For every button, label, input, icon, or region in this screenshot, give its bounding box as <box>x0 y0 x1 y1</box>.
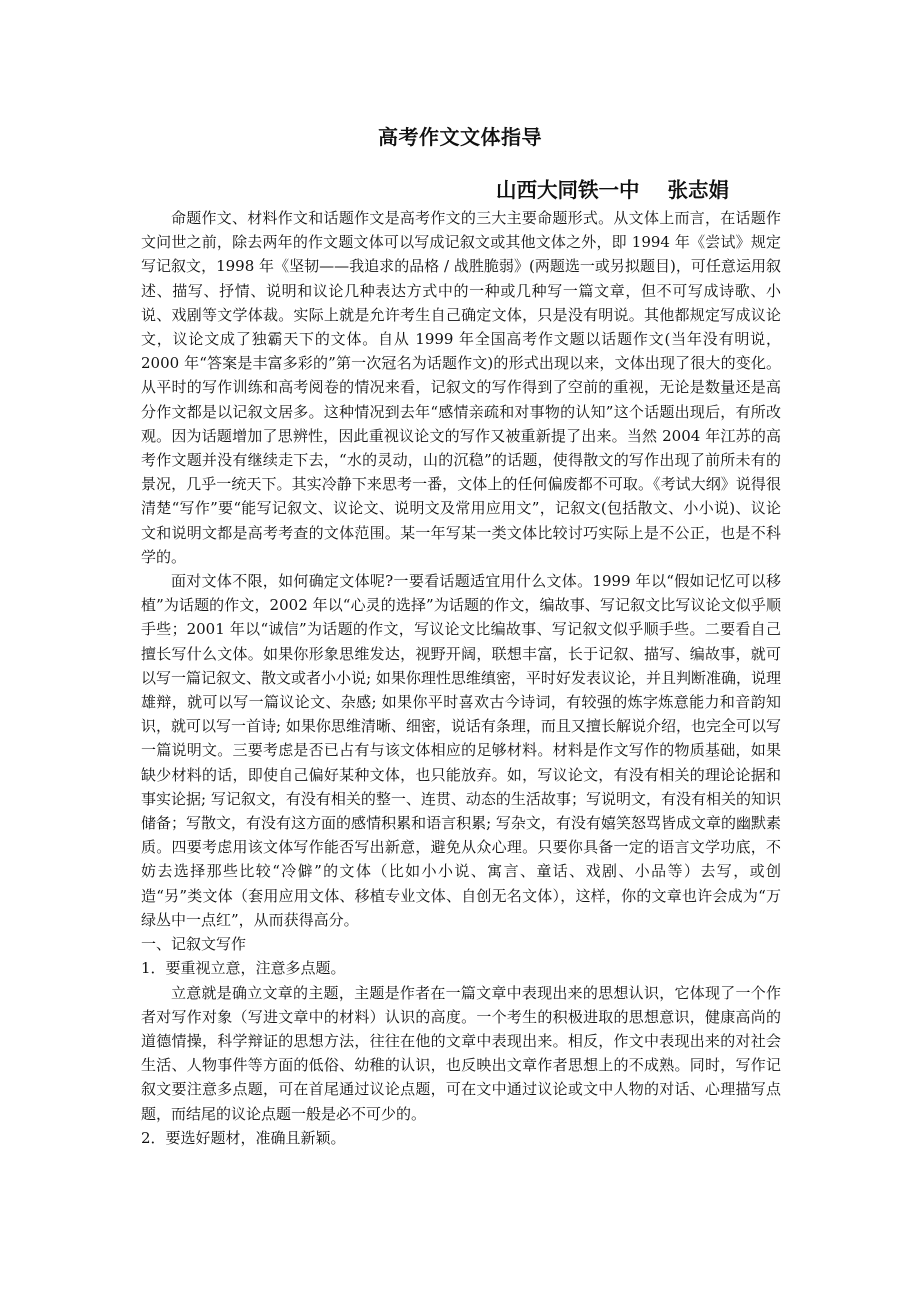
section-heading-narrative: 一、记叙文写作 <box>141 935 247 954</box>
paragraph-choosing-genre: 面对文体不限，如何确定文体呢?一要看话题适宜用什么文体。1999 年以“假如记忆可以移植”为话题的作文，2002 年以“心灵的选择”为话题的作文，编故事、写记叙文比写议论文似乎顺手些；2001 年以“诚信”为话题的作文，写议论文比编故事、写记叙文似乎顺手些。二要看自己擅长写什么文体。如果你形象思维发达，视野开阔，联想丰富，长于记叙、描写、编故事，就可以写一篇记叙文、散文或者小小说; 如果你理性思维缜密，平时好发表议论，并且判断准确，说理雄辩，就可以写一篇议论文、杂感; 如果你平时喜欢古今诗词，有较强的炼字炼意能力和音韵知识，就可以写一首诗; 如果你思维清晰、细密，说话有条理，而且又擅长解说介绍，也完全可以写一篇说明文。三要考虑是否已占有与该文体相应的足够材料。材料是作文写作的物质基础，如果缺少材料的话，即使自己偏好某种文体，也只能放弃。如，写议论文，有没有相关的理论论据和事实论据; 写记叙文，有没有相关的整一、连贯、动态的生活故事；写说明文，有没有相关的知识储备；写散文，有没有这方面的感情积累和语言积累; 写杂文，有没有嬉笑怒骂皆成文章的幽默素质。四要考虑用该文体写作能否写出新意，避免从众心理。只要你具备一定的语言文学功底，不妨去选择那些比较“冷僻”的文体（比如小小说、寓言、童话、戏剧、小品等）去写，或创造“另”类文体（套用应用文体、移植专业文体、自创无名文体），这样，你的文章也许会成为“万绿丛中一点红”，从而获得高分。 <box>141 572 781 929</box>
point-heading-1: 1．要重视立意，注意多点题。 <box>141 959 346 978</box>
point-heading-2: 2．要选好题材，准确且新颖。 <box>141 1128 346 1147</box>
author-school: 山西大同铁一中 <box>496 178 640 202</box>
author-name: 张志娟 <box>667 178 729 202</box>
document-title: 高考作文文体指导 <box>378 125 542 149</box>
paragraph-theme: 立意就是确立文章的主题，主题是作者在一篇文章中表现出来的思想认识，它体现了一个作者对写作对象（写进文章中的材料）认识的高度。一个考生的积极进取的思想意识，健康高尚的道德情操，科学辩证的思想方法，往往在他的文章中表现出来。相反，作文中表现出来的对社会生活、人物事件等方面的低俗、幼稚的认识，也反映出文章作者思想上的不成熟。同时，写作记叙文要注意多点题，可在首尾通过议论点题，可在文中通过议论或文中人物的对话、心理描写点题，而结尾的议论点题一般是必不可少的。 <box>141 983 781 1123</box>
paragraph-intro: 命题作文、材料作文和话题作文是高考作文的三大主要命题形式。从文体上而言，在话题作文问世之前，除去两年的作文题文体可以写成记叙文或其他文体之外，即 1994 年《尝试》规定写记叙文，1998 年《坚韧——我追求的品格 / 战胜脆弱》(两题选一或另拟题目)，可任意运用叙述、描写、抒情、说明和议论几种表达方式中的一种或几种写一篇文章，但不可写成诗歌、小说、戏剧等文学体裁。实际上就是允许考生自己确定文体，只是没有明说。其他都规定写成议论文，议论文成了独霸天下的文体。自从 1999 年全国高考作文题以话题作文(当年没有明说，2000 年“答案是丰富多彩的”第一次冠名为话题作文)的形式出现以来，文体出现了很大的变化。从平时的写作训练和高考阅卷的情况来看，记叙文的写作得到了空前的重视，无论是数量还是高分作文都是以记叙文居多。这种情况到去年“感情亲疏和对事物的认知”这个话题出现后，有所改观。因为话题增加了思辨性，因此重视议论文的写作又被重新提了出来。当然 2004 年江苏的高考作文题并没有继续走下去，“水的灵动，山的沉稳”的话题，使得散文的写作出现了前所未有的景况，几乎一统天下。其实冷静下来思考一番，文体上的任何偏废都不可取。《考试大纲》说得很清楚“写作”要“能写记叙文、议论文、说明文及常用应用文”，记叙文(包括散文、小小说)、议论文和说明文都是高考考查的文体范围。某一年写某一类文体比较讨巧实际上是不公正，也是不科学的。 <box>141 209 781 566</box>
author-line <box>496 173 729 203</box>
document-body <box>141 206 781 1150</box>
